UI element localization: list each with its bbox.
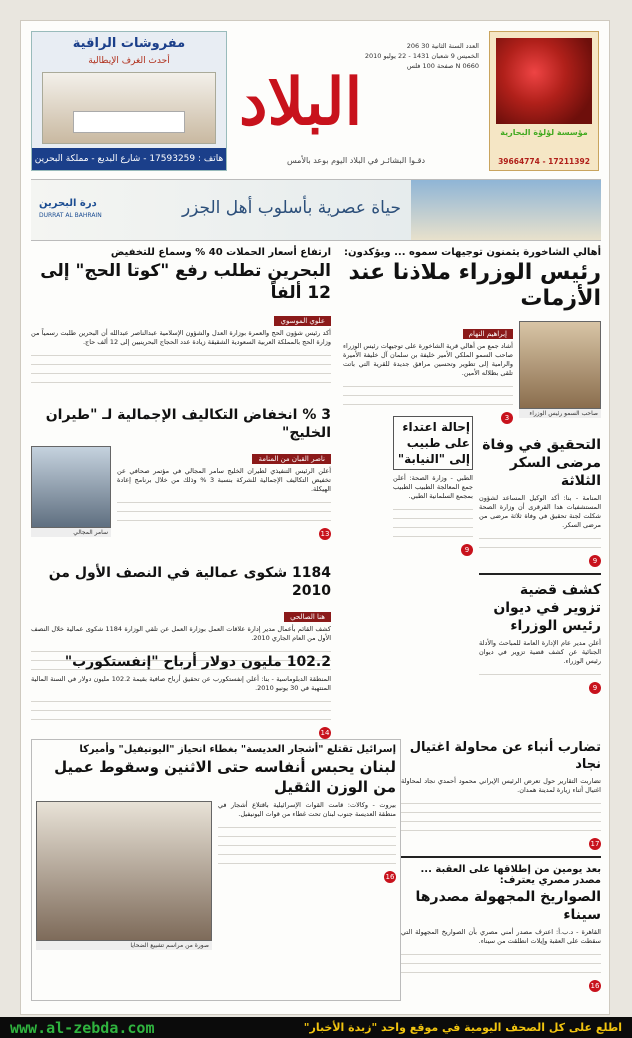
missiles-kicker: بعد يومين من إطلاقها على العقبة ... مصدر مصري يعترف: xyxy=(420,864,601,886)
right-bottom-column xyxy=(401,739,601,992)
forgery-story[interactable] xyxy=(479,581,601,694)
missiles-headline: الصواريخ المجهولة مصدرها سيناء xyxy=(415,889,601,923)
labor-headline: 1184 شكوى عمالية في النصف الأول من 2010 xyxy=(48,565,331,599)
gulf-air-body: أعلن الرئيس التنفيذي لطيران الخليج سامر المجالي في مؤتمر صحافي عن تخفيض التكاليف الإجمالية للشركة بنسبة 3 % وذلك من خلال برنامج إعادة الهيكلة. xyxy=(117,467,331,493)
investcorp-headline: 102.2 مليون دولار أرباح "إنفستكورب" xyxy=(64,654,331,670)
lebanon-photo xyxy=(36,801,212,941)
lead-headline: رئيس الوزراء ملاذنا عند الأزمات xyxy=(348,260,601,311)
newspaper-logo: البلاد xyxy=(239,65,363,140)
pearl-ad[interactable] xyxy=(489,31,599,171)
lead-kicker: أهالي الشاخورة يثمنون توجيهات سموه ... ويؤكدون: xyxy=(344,247,601,258)
banner-image xyxy=(411,180,601,240)
lead-body: أشاد جمع من أهالي قرية الشاخورة على توجيهات رئيس الوزراء صاحب السمو الملكي الأمير خليفة بن سلمان آل خليفة الأميرة والرامية إلى تطوير وتحسين مرافق جديدة للقرية التي باتت تلقى بظلاله الأمين. xyxy=(343,342,513,377)
page-ref: 13 xyxy=(320,530,330,538)
doctor-body: الطبي - وزارة الصحة: أعلن جمع المعالجة الطبيب الطبيب بمجمع السلمانية الطبي. xyxy=(393,474,473,500)
najad-body: تضاربت التقارير حول تعرض الرئيس الإيراني محمود أحمدي نجاد لمحاولة اغتيال أثناء زيارة لمدينة همدان. xyxy=(401,777,601,794)
ad-bedroom-image xyxy=(42,72,216,144)
furniture-ad[interactable] xyxy=(31,31,227,171)
durrat-banner-ad[interactable] xyxy=(31,179,601,241)
page-ref: 9 xyxy=(461,544,473,556)
investcorp-story[interactable] xyxy=(31,653,331,739)
gulf-air-byline: ناصر القبان من المنامة xyxy=(252,454,331,464)
lebanon-kicker: إسرائيل تقتلع "أشجار العديسة" بغطاء انحياز "اليونيفيل" وأميركا xyxy=(79,744,396,755)
ad-jewelry-image xyxy=(496,38,592,124)
right-column xyxy=(479,436,601,694)
hajj-headline: البحرين تطلب رفع "كوتا الحج" إلى 12 ألفاً xyxy=(40,261,331,303)
labor-byline: هنا الصالحي xyxy=(284,612,331,622)
lead-caption: صاحب السمو رئيس الوزراء xyxy=(519,409,601,418)
ad-phone: 17211392 - 39664774 xyxy=(498,157,590,166)
issue-meta: العدد السنة الثانية 30 206 الخميس 9 شعبان 1431 - 22 يوليو 2010 N 0660 صفحة 100 فلس xyxy=(364,42,479,70)
doctor-headline: إحالة اعتداء على طبيب إلى "النيابة" xyxy=(393,416,473,470)
forgery-headline: كشف قضية تزوير في ديوان رئيس الوزراء xyxy=(493,582,601,634)
banner-brand-en: DURRAT AL BAHRAIN xyxy=(39,212,102,219)
missiles-story[interactable] xyxy=(401,864,601,992)
lead-byline: إبراهيم النهام xyxy=(463,329,513,339)
hospital-story[interactable] xyxy=(479,436,601,567)
page-ref: 9 xyxy=(589,555,601,567)
page-ref: 16 xyxy=(590,982,600,990)
footer-message: اطلع على كل الصحف اليومية في موقع واحد "زبدة الأخبار" xyxy=(303,1021,622,1034)
page-ref: 17 xyxy=(590,840,600,848)
doctor-story[interactable] xyxy=(393,416,473,556)
forgery-body: أعلن مدير عام الإدارة العامة للمباحث والأدلة الجنائية عن كشف قضية تزوير في ديوان رئيس الوزراء. xyxy=(479,639,601,665)
investcorp-body: المنطقة الدبلوماسية - بنا: أعلن إنفستكورب عن تحقيق أرباح صافية بقيمة 102.2 مليون دولار في السنة المالية المنتهية في 30 يونيو 2010. xyxy=(31,675,331,692)
slogan: دقـوا البشائـر في البلاد اليوم بوعد بالأمس xyxy=(286,156,426,165)
hajj-story[interactable] xyxy=(31,247,331,383)
lebanon-story[interactable] xyxy=(31,739,401,1001)
ad-subtitle: أحدث الغرف الإيطالية xyxy=(88,56,170,66)
page-ref: 9 xyxy=(589,682,601,694)
gulf-air-headline: 3 % انخفاض التكاليف الإجمالية لـ "طيران الخليج" xyxy=(45,407,331,441)
gulf-air-photo xyxy=(31,446,111,528)
missiles-body: القاهرة - د.ب.أ: اعترف مصدر أمني مصري بأن الصواريخ المجهولة التي سقطت على العقبة وإيلات انطلقت من سيناء. xyxy=(401,928,601,945)
newspaper-page xyxy=(20,20,610,1015)
footer-url[interactable]: www.al-zebda.com xyxy=(10,1019,155,1037)
lead-photo xyxy=(519,321,601,421)
page-ref: 3 xyxy=(501,412,513,424)
labor-body: كشف القائم بأعمال مدير إدارة علاقات العمل بوزارة العمل عن تلقي الوزارة 1184 شكوى عمالية خلال النصف الأول من العام الجاري 2010. xyxy=(31,625,331,642)
banner-brand: درة البحرين xyxy=(39,198,97,209)
gulf-air-caption: سامر المجالي xyxy=(31,528,111,537)
lebanon-body: بيروت - وكالات: قامت القوات الإسرائيلية باقتلاع أشجار في منطقة العديسة جنوب لبنان تحت غطاء من قوات اليونيفيل. xyxy=(218,801,396,818)
banner-text: حياة عصرية بأسلوب أهل الجزر xyxy=(181,198,401,218)
gulf-air-story[interactable] xyxy=(31,406,331,540)
hajj-byline: علوي الموسوي xyxy=(274,316,331,326)
footer-bar[interactable] xyxy=(0,1017,632,1038)
page-ref: 16 xyxy=(385,873,395,881)
hospital-headline: التحقيق في وفاة مرضى السكر الثلاثة xyxy=(482,437,601,489)
hajj-body: أكد رئيس شؤون الحج والعمرة بوزارة العدل والشؤون الإسلامية عبدالناصر عبدالله أن البحرين طلبت رسمياً من وزارة الحج بالمملكة العربية السعودية الشقيقة زيادة عدد الحجاج البحرينيين إلى 12 ألف حاج. xyxy=(31,329,331,346)
page-ref: 14 xyxy=(320,729,330,737)
ad-brand: مؤسسة لؤلؤة البحارية xyxy=(500,128,588,137)
najad-story[interactable] xyxy=(401,739,601,850)
masthead xyxy=(233,31,479,171)
lead-text xyxy=(343,321,513,424)
ad-title: مفروشات الراقية xyxy=(72,36,186,51)
najad-headline: تضارب أنباء عن محاولة اغتيال نجاد xyxy=(409,740,601,772)
lead-story[interactable] xyxy=(343,247,601,316)
lebanon-headline: لبنان يحبس أنفاسه حتى الاثنين وسقوط عميل من الوزن الثقيل xyxy=(54,758,396,796)
hajj-kicker: ارتفاع أسعار الحملات 40 % وسماع للتخفيض xyxy=(110,247,331,258)
hospital-body: المنامة - بنا: أكد الوكيل المساعد لشؤون المستشفيات هدا القرقرى أن وزارة الصحة شكلت لجنة تحقيق في وفاة ثلاثة مرضى من مرضى السكر. xyxy=(479,494,601,529)
ad-phone: هاتف : 17593259 - شارع البديع - مملكة البحرين xyxy=(32,148,226,170)
lebanon-caption: صورة من مراسم تشييع الضحايا xyxy=(36,941,212,950)
